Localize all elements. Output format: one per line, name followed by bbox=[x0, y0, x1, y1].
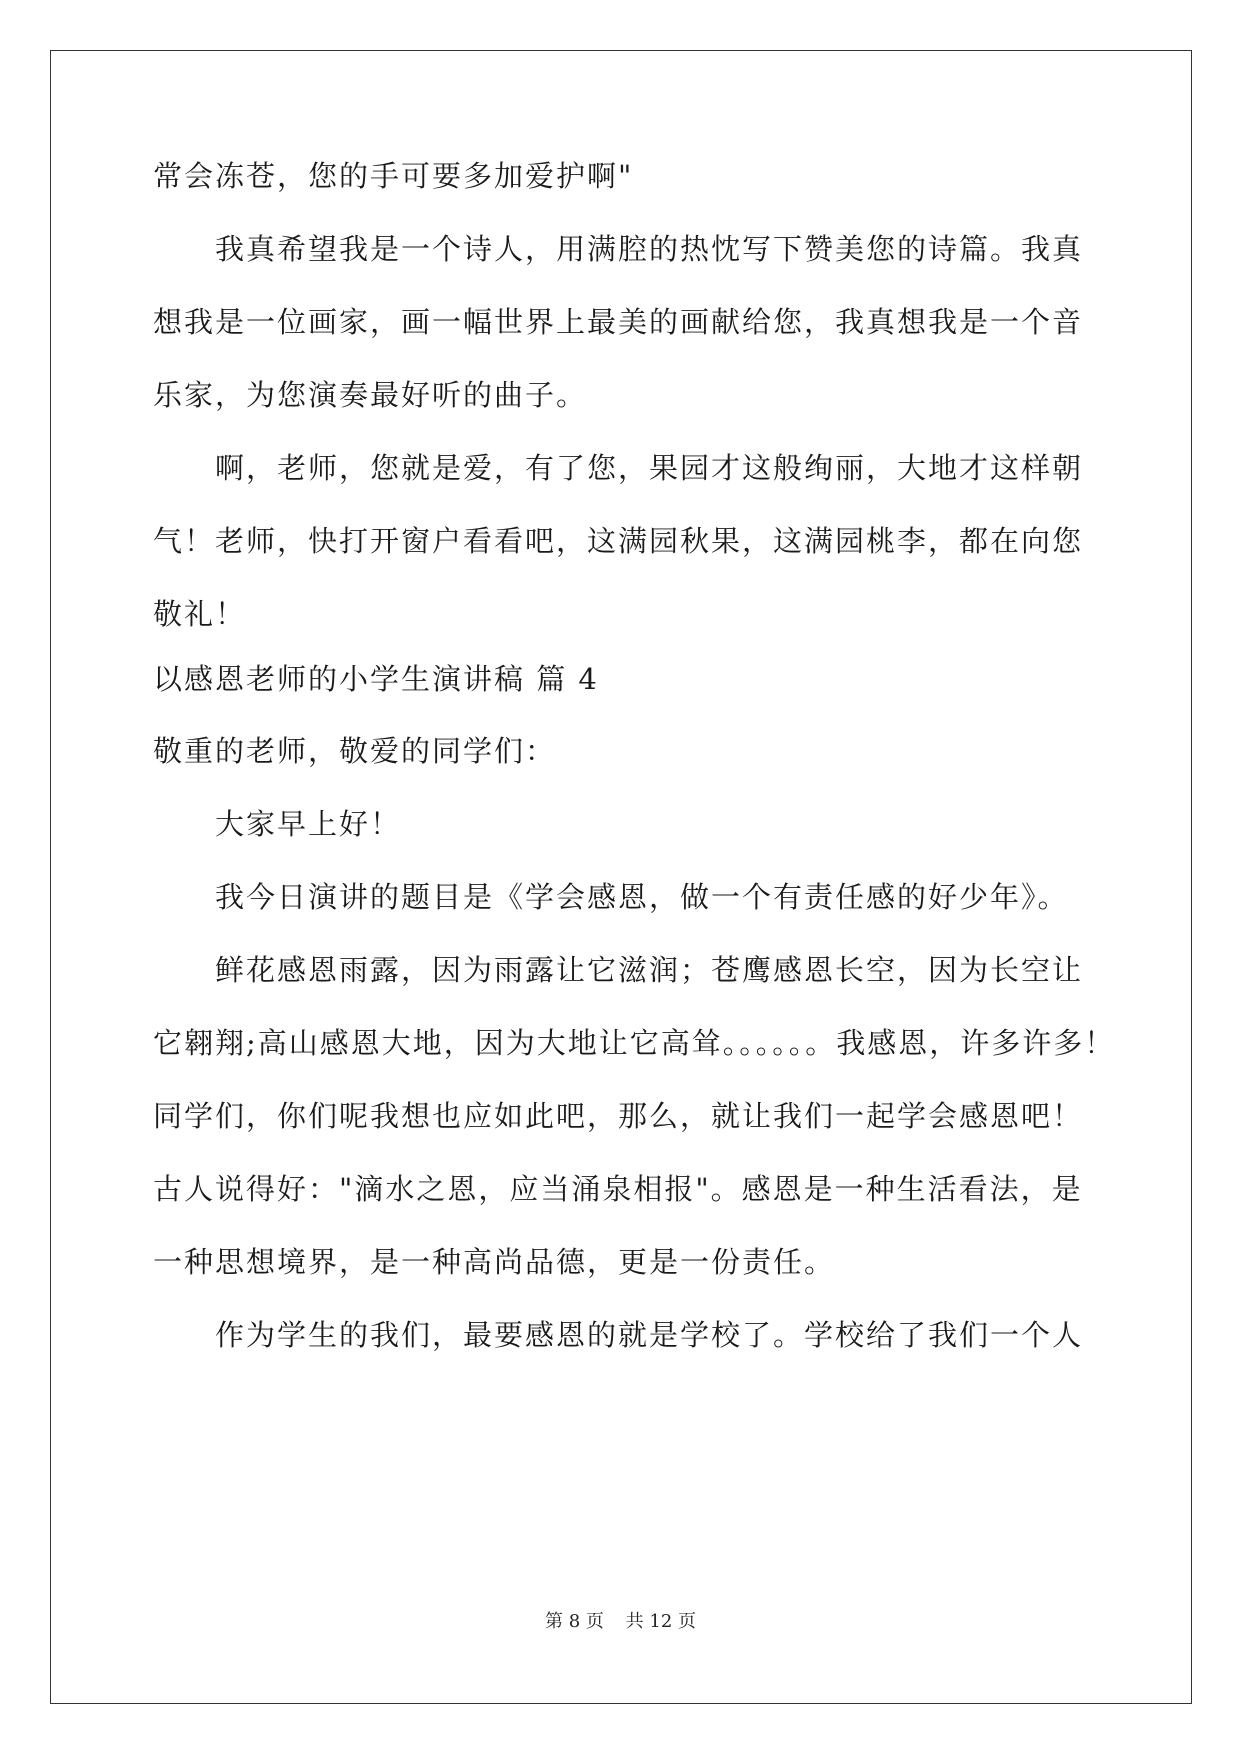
page-number: 第 8 页 bbox=[545, 1611, 604, 1632]
section-heading: 以感恩老师的小学生演讲稿 篇 4 bbox=[153, 662, 599, 696]
text-line: 乐家，为您演奏最好听的曲子。 bbox=[153, 378, 588, 412]
text-line: 想我是一位画家，画一幅世界上最美的画献给您，我真想我是一个音 bbox=[153, 305, 1084, 339]
text-line: 一种思想境界，是一种高尚品德，更是一份责任。 bbox=[153, 1245, 836, 1279]
salutation: 敬重的老师，敬爱的同学们： bbox=[153, 734, 557, 768]
page-border bbox=[50, 50, 1192, 1704]
paragraph-line: 我真希望我是一个诗人，用满腔的热忱写下赞美您的诗篇。我真 bbox=[215, 232, 1084, 266]
text-line: 常会冻苍，您的手可要多加爱护啊" bbox=[153, 159, 634, 193]
text-line: 同学们，你们呢我想也应如此吧，那么，就让我们一起学会感恩吧！ bbox=[153, 1099, 1084, 1133]
text-line: 它翱翔;高山感恩大地，因为大地让它高耸。。。。。。我感恩，许多许多！ bbox=[153, 1026, 1116, 1060]
paragraph-line: 啊，老师，您就是爱，有了您，果园才这般绚丽，大地才这样朝 bbox=[215, 451, 1084, 485]
paragraph-line: 我今日演讲的题目是《学会感恩，做一个有责任感的好少年》。 bbox=[215, 880, 1069, 914]
page-footer bbox=[0, 1607, 1241, 1633]
text-line: 古人说得好："滴水之恩，应当涌泉相报"。感恩是一种生活看法，是 bbox=[153, 1172, 1083, 1206]
paragraph-line: 大家早上好！ bbox=[215, 807, 402, 841]
paragraph-line: 鲜花感恩雨露，因为雨露让它滋润；苍鹰感恩长空，因为长空让 bbox=[215, 953, 1084, 987]
text-line: 气！老师，快打开窗户看看吧，这满园秋果，这满园桃李，都在向您 bbox=[153, 524, 1084, 558]
paragraph-line: 作为学生的我们，最要感恩的就是学校了。学校给了我们一个人 bbox=[215, 1318, 1084, 1352]
text-line: 敬礼！ bbox=[153, 597, 247, 631]
page-total: 共 12 页 bbox=[625, 1611, 696, 1632]
